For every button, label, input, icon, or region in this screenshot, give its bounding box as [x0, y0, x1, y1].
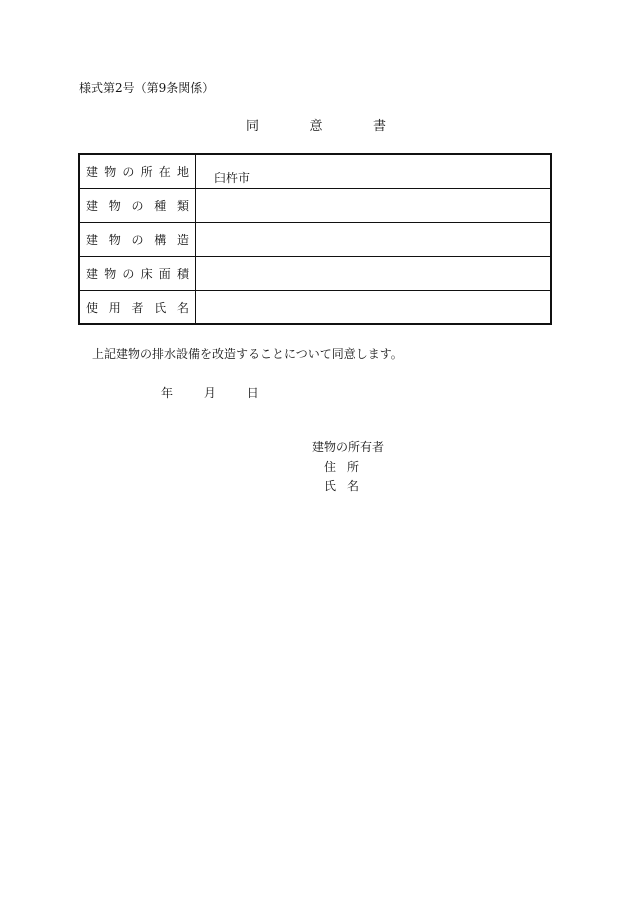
consent-statement: 上記建物の排水設備を改造することについて同意します。 [92, 347, 403, 361]
row-label-location: 建 物 の 所 在 地 [80, 155, 196, 188]
form-number: 様式第2号（第9条関係） [79, 81, 215, 95]
owner-address-label: 住所 [324, 460, 371, 474]
row-label-floor-area: 建 物 の 床 面 積 [80, 257, 196, 290]
document-title [246, 119, 386, 135]
table-row-floor-area [80, 257, 550, 291]
row-label-type: 建 物 の 種 類 [80, 189, 196, 222]
title-char: 意 [309, 119, 323, 134]
owner-name-label: 氏名 [324, 479, 371, 493]
table-row-structure [80, 223, 550, 257]
table-row-type [80, 189, 550, 223]
row-label-structure: 建 物 の 構 造 [80, 223, 196, 256]
location-value[interactable]: 臼杵市 [214, 171, 251, 185]
title-char: 同 [246, 119, 260, 134]
date-month: 月 [203, 386, 216, 400]
building-info-table [78, 153, 552, 325]
date-year: 年 [161, 386, 174, 400]
title-char: 書 [372, 119, 386, 134]
date-day: 日 [246, 386, 259, 400]
row-label-user-name: 使 用 者 氏 名 [80, 291, 196, 323]
date-line [161, 385, 286, 401]
owner-heading: 建物の所有者 [312, 440, 385, 454]
table-row-user-name [80, 291, 550, 323]
table-row-location [80, 155, 550, 189]
